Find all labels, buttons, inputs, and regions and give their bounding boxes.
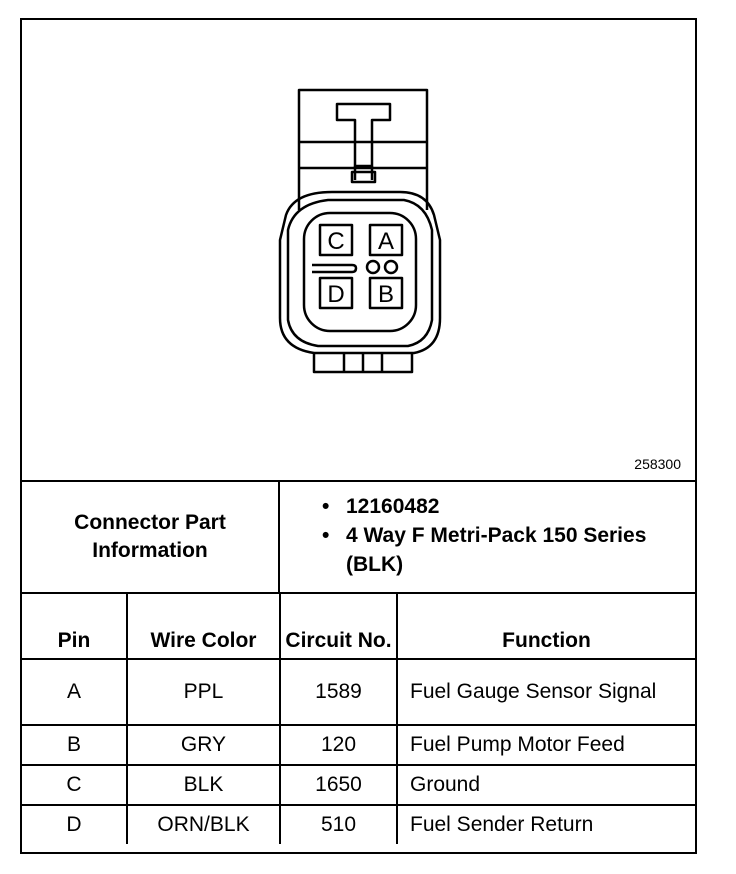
pin-cell: D bbox=[22, 805, 127, 844]
table-row bbox=[22, 765, 695, 805]
wire-color-cell: PPL bbox=[127, 659, 280, 725]
part-number-item: • 12160482 bbox=[280, 492, 695, 521]
circuit-cell: 510 bbox=[280, 805, 397, 844]
wire-color-cell: ORN/BLK bbox=[127, 805, 280, 844]
header-pin: Pin bbox=[22, 594, 127, 659]
function-cell: Ground bbox=[397, 765, 695, 805]
pin-label-a: A bbox=[377, 228, 395, 255]
function-cell: Fuel Sender Return bbox=[397, 805, 695, 844]
polarizing-dot bbox=[385, 261, 397, 273]
polarizing-rib bbox=[312, 265, 356, 272]
circuit-cell: 120 bbox=[280, 725, 397, 765]
header-function: Function bbox=[397, 594, 695, 659]
function-cell: Fuel Gauge Sensor Signal bbox=[397, 659, 695, 725]
circuit-cell: 1650 bbox=[280, 765, 397, 805]
figure-number: 258300 bbox=[634, 456, 681, 472]
pin-cell: C bbox=[22, 765, 127, 805]
connector-figure bbox=[22, 20, 695, 482]
pin-cell: A bbox=[22, 659, 127, 725]
wire-color-cell: GRY bbox=[127, 725, 280, 765]
pin-cell: B bbox=[22, 725, 127, 765]
pin-label-b: B bbox=[377, 281, 395, 308]
pin-label-d: D bbox=[327, 281, 345, 308]
table-row bbox=[22, 805, 695, 844]
connector-face-drawing bbox=[22, 20, 695, 480]
connector-end-view-sheet bbox=[20, 18, 697, 854]
pin-label-c: C bbox=[327, 228, 345, 255]
connector-part-info-label: Connector Part Information bbox=[22, 482, 280, 592]
function-cell: Fuel Pump Motor Feed bbox=[397, 725, 695, 765]
table-row bbox=[22, 725, 695, 765]
polarizing-dot bbox=[367, 261, 379, 273]
pin-table-header bbox=[22, 594, 695, 659]
header-wire-color: Wire Color bbox=[127, 594, 280, 659]
wire-color-cell: BLK bbox=[127, 765, 280, 805]
table-row bbox=[22, 659, 695, 725]
connector-description-item: • 4 Way F Metri-Pack 150 Series (BLK) bbox=[280, 521, 695, 579]
pin-table bbox=[22, 594, 695, 844]
locking-tab bbox=[337, 104, 390, 166]
header-circuit: Circuit No. bbox=[280, 594, 397, 659]
connector-part-info bbox=[22, 482, 695, 594]
circuit-cell: 1589 bbox=[280, 659, 397, 725]
connector-part-info-list bbox=[280, 492, 695, 579]
